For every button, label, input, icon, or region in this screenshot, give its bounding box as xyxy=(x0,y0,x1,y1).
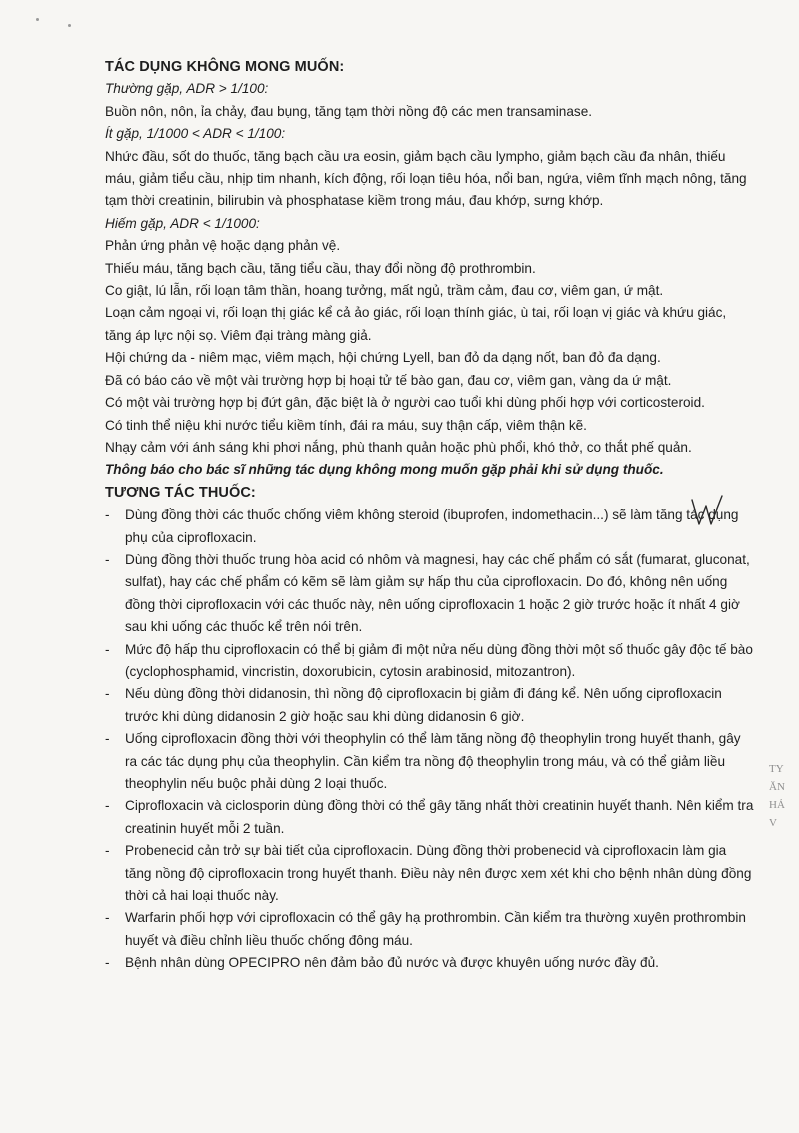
bullet-dash: - xyxy=(105,686,110,702)
list-item-text: Mức độ hấp thu ciprofloxacin có thể bị giảm đi một nửa nếu dùng đồng thời một số thuốc gây độc tế bào (cyclophosphamid, vincristin, doxorubicin, cytosin arabinosid, mitozantron). xyxy=(125,641,753,679)
bullet-dash: - xyxy=(105,731,110,747)
list-item-text: Warfarin phối hợp với ciprofloxacin có thể gây hạ prothrombin. Cần kiểm tra thường xuyên prothrombin huyết và điều chỉnh liều thuốc chống đông máu. xyxy=(125,910,746,948)
list-item xyxy=(105,683,755,728)
interactions-title: TƯƠNG TÁC THUỐC: xyxy=(105,484,256,501)
list-item xyxy=(105,504,755,549)
rare-line: Co giật, lú lẫn, rối loạn tâm thần, hoang tưởng, mất ngủ, trầm cảm, đau cơ, viêm gan, ứ mật. xyxy=(105,283,664,299)
bullet-dash: - xyxy=(105,507,110,523)
bullet-dash: - xyxy=(105,910,110,926)
scan-speck xyxy=(68,24,71,27)
interactions-list xyxy=(105,504,755,975)
rare-line: Hội chứng da - niêm mạc, viêm mạch, hội chứng Lyell, ban đỏ da dạng nốt, ban đỏ đa dạng. xyxy=(105,350,661,366)
list-item-text: Nếu dùng đồng thời didanosin, thì nồng độ ciprofloxacin bị giảm đi đáng kể. Nên uống ciprofloxacin trước khi dùng didanosin 2 giờ hoặc sau khi dùng didanosin 6 giờ. xyxy=(125,686,722,724)
rare-line: Có tinh thể niệu khi nước tiểu kiềm tính, đái ra máu, suy thận cấp, viêm thận kẽ. xyxy=(105,417,587,433)
rare-line: Có một vài trường hợp bị đứt gân, đặc biệt là ở người cao tuổi khi dùng phối hợp với corticosteroid. xyxy=(105,395,705,411)
bullet-dash: - xyxy=(105,551,110,567)
list-item xyxy=(105,728,755,795)
bullet-dash: - xyxy=(105,843,110,859)
stamp-text: ĂN xyxy=(769,781,785,793)
list-item-text: Uống ciprofloxacin đồng thời với theophylin có thể làm tăng nồng độ theophylin trong huyết thanh, gây ra các tác dụng phụ của theophylin. Cần kiểm tra nồng độ theophylin trong máu, và có thể giảm liều theophylin nếu buộc phải dùng 2 loại thuốc. xyxy=(125,731,741,791)
rare-line: Nhạy cảm với ánh sáng khi phơi nắng, phù thanh quản hoặc phù phổi, khó thở, co thắt phế quản. xyxy=(105,439,692,455)
rare-line: Thiếu máu, tăng bạch cầu, tăng tiểu cầu, thay đổi nồng độ prothrombin. xyxy=(105,260,536,276)
adverse-effects-title: TÁC DỤNG KHÔNG MONG MUỐN: xyxy=(105,59,345,75)
list-item-text: Dùng đồng thời thuốc trung hòa acid có nhôm và magnesi, hay các chế phẩm có sắt (fumarat, gluconat, sulfat), hay các chế phẩm có kẽm sẽ làm giảm sự hấp thu của ciprofloxacin. Do đó, không nên uống đồng thời ciprofloxacin với các thuốc này, nên uống ciprofloxacin 1 hoặc 2 giờ trước hoặc ít nhất 4 giờ sau khi uống các thuốc kể trên nói trên. xyxy=(125,551,750,635)
stamp-text: HẢ xyxy=(769,799,785,811)
rare-line: Loạn cảm ngoại vi, rối loạn thị giác kể cả ảo giác, rối loạn thính giác, ù tai, rối loạn vị giác và khứu giác, tăng áp lực nội sọ. Viêm đại tràng màng giả. xyxy=(105,305,727,343)
list-item xyxy=(105,840,755,907)
list-item-text: Dùng đồng thời các thuốc chống viêm không steroid (ibuprofen, indomethacin...) sẽ làm tăng tác dụng phụ của ciprofloxacin. xyxy=(125,507,739,545)
list-item xyxy=(105,907,755,952)
stamp-text: TY xyxy=(769,763,784,775)
list-item-text: Ciprofloxacin và ciclosporin dùng đồng thời có thể gây tăng nhất thời creatinin huyết thanh. Nên kiểm tra creatinin huyết mỗi 2 tuần. xyxy=(125,798,754,836)
uncommon-text: Nhức đầu, sốt do thuốc, tăng bạch cầu ưa eosin, giảm bạch cầu lympho, giảm bạch cầu đa nhân, thiếu máu, giảm tiểu cầu, nhịp tim nhanh, kích động, rối loạn tiêu hóa, nổi ban, ngứa, viêm tĩnh mạch nông, tăng tạm thời creatinin, bilirubin và phosphatase kiềm trong máu, đau khớp, sưng khớp. xyxy=(105,148,747,209)
rare-heading: Hiếm gặp, ADR < 1/1000: xyxy=(105,215,260,231)
list-item-text: Bệnh nhân dùng OPECIPRO nên đảm bảo đủ nước và được khuyên uống nước đầy đủ. xyxy=(125,955,659,971)
rare-line: Đã có báo cáo về một vài trường hợp bị hoại tử tế bào gan, đau cơ, viêm gan, vàng da ứ mật. xyxy=(105,372,672,388)
list-item xyxy=(105,795,755,840)
scan-speck xyxy=(36,18,39,21)
signature-mark xyxy=(688,494,728,530)
common-text: Buồn nôn, nôn, ỉa chảy, đau bụng, tăng tạm thời nồng độ các men transaminase. xyxy=(105,103,593,119)
uncommon-heading: Ít gặp, 1/1000 < ADR < 1/100: xyxy=(105,126,286,142)
rare-line: Phản ứng phản vệ hoặc dạng phản vệ. xyxy=(105,238,341,254)
list-item-text: Probenecid cản trở sự bài tiết của ciprofloxacin. Dùng đồng thời probenecid và ciprofloxacin làm gia tăng nồng độ ciprofloxacin trong huyết thanh. Điều này nên được xem xét khi cho bệnh nhân dùng đồng thời cả hai loại thuốc này. xyxy=(125,843,752,904)
bullet-dash: - xyxy=(105,798,110,814)
doctor-notice: Thông báo cho bác sĩ những tác dụng không mong muốn gặp phải khi sử dụng thuốc. xyxy=(105,462,664,478)
margin-stamp-fragment xyxy=(766,760,799,890)
list-item xyxy=(105,549,755,639)
stamp-text: V xyxy=(769,817,777,829)
bullet-dash: - xyxy=(105,955,110,971)
list-item xyxy=(105,639,755,684)
bullet-dash: - xyxy=(105,641,110,657)
list-item xyxy=(105,952,755,974)
document-body xyxy=(105,56,755,975)
common-heading: Thường gặp, ADR > 1/100: xyxy=(105,81,269,97)
